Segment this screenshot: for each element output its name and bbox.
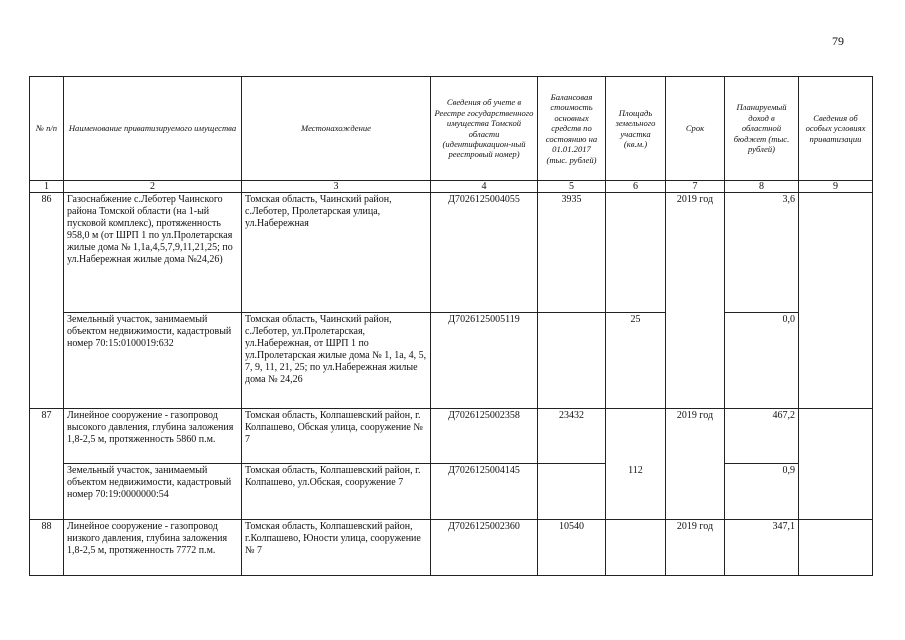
special-conditions [799,520,873,576]
object-location: Томская область, Чаинский район, с.Леботер, Пролетарская улица, ул.Набережная [242,193,431,313]
object-name: Линейное сооружение - газопровод низкого давления, глубина заложения 1,8-2,5 м, протяженность 7772 п.м. [64,520,242,576]
column-number: 1 [30,181,64,193]
balance-value: 3935 [538,193,606,313]
planned-income: 0,9 [725,464,799,520]
term [666,313,725,409]
header-conditions: Сведения об особых условиях приватизации [799,77,873,181]
special-conditions [799,193,873,313]
planned-income: 347,1 [725,520,799,576]
term: 2019 год [666,409,725,464]
object-location: Томская область, Колпашевский район, г. Колпашево, Обская улица, сооружение № 7 [242,409,431,464]
header-row [30,77,873,181]
header-term: Срок [666,77,725,181]
header-income: Планируемый доход в областной бюджет (тыс. рублей) [725,77,799,181]
row-num: 86 [30,193,64,313]
privatization-table [29,76,873,576]
planned-income: 0,0 [725,313,799,409]
land-area: 112 [606,464,666,520]
header-name: Наименование приватизируемого имущества [64,77,242,181]
row-num: 88 [30,520,64,576]
special-conditions [799,409,873,464]
row-num [30,313,64,409]
registry-id: Д7026125005119 [431,313,538,409]
table-row [30,313,873,409]
column-number: 7 [666,181,725,193]
object-name: Земельный участок, занимаемый объектом недвижимости, кадастровый номер 70:15:0100019:632 [64,313,242,409]
header-reg-id: Сведения об учете в Реестре государственного имущества Томской области (идентификацион-ный реестровый номер) [431,77,538,181]
object-name: Земельный участок, занимаемый объектом недвижимости, кадастровый номер 70:19:0000000:54 [64,464,242,520]
row-num [30,464,64,520]
column-number: 4 [431,181,538,193]
land-area [606,409,666,464]
special-conditions [799,464,873,520]
object-name: Линейное сооружение - газопровод высокого давления, глубина заложения 1,8-2,5 м, протяженность 5860 п.м. [64,409,242,464]
planned-income: 467,2 [725,409,799,464]
column-number: 9 [799,181,873,193]
table-row [30,520,873,576]
header-num: № п/п [30,77,64,181]
balance-value: 23432 [538,409,606,464]
planned-income: 3,6 [725,193,799,313]
row-num: 87 [30,409,64,464]
land-area [606,520,666,576]
table-row [30,409,873,464]
registry-id: Д7026125002360 [431,520,538,576]
special-conditions [799,313,873,409]
object-location: Томская область, Колпашевский район, г.Колпашево, Юности улица, сооружение № 7 [242,520,431,576]
term: 2019 год [666,520,725,576]
balance-value [538,313,606,409]
land-area [606,193,666,313]
column-number: 8 [725,181,799,193]
balance-value: 10540 [538,520,606,576]
balance-value [538,464,606,520]
header-location: Местонахождение [242,77,431,181]
column-number: 5 [538,181,606,193]
term [666,464,725,520]
column-number: 2 [64,181,242,193]
header-balance: Балансовая стоимость основных средств по состоянию на 01.01.2017 (тыс. рублей) [538,77,606,181]
registry-id: Д7026125002358 [431,409,538,464]
object-location: Томская область, Чаинский район, с.Леботер, ул.Пролетарская, ул.Набережная, от ШРП 1 по ул.Пролетарская жилые дома № 1, 1а, 4, 5, 7, 9, 11, 21, 25; по ул.Набережная жилые дома № 24,26 [242,313,431,409]
object-name: Газоснабжение с.Леботер Чаинского района Томской области (на 1-ый пусковой комплекс), протяженность 958,0 м (от ШРП 1 по ул.Пролетарская жилые дома № 1,1а,4,5,7,9,11,21,25; по ул.Набережная жилые дома №24,26) [64,193,242,313]
registry-id: Д7026125004145 [431,464,538,520]
page-number: 79 [832,34,844,48]
header-area: Площадь земельного участка (кв.м.) [606,77,666,181]
column-number-row [30,181,873,193]
land-area: 25 [606,313,666,409]
object-location: Томская область, Колпашевский район, г. Колпашево, ул.Обская, сооружение 7 [242,464,431,520]
table-row [30,193,873,313]
registry-id: Д7026125004055 [431,193,538,313]
column-number: 6 [606,181,666,193]
table-row [30,464,873,520]
term: 2019 год [666,193,725,313]
column-number: 3 [242,181,431,193]
